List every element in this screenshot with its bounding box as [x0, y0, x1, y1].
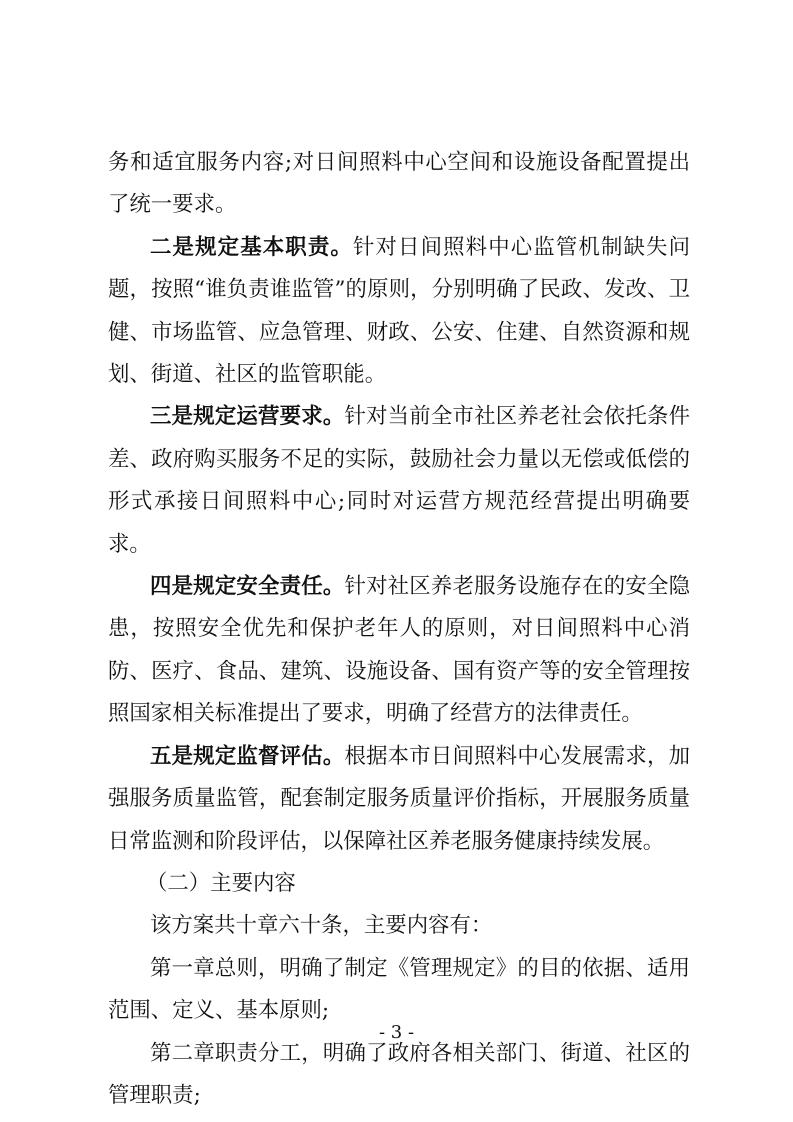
document-body — [108, 142, 690, 1117]
paragraph-text: 根据本市日间照料中心发展需求，加强服务质量监管，配套制定服务质量评价指标，开展服务质量日常监测和阶段评估，以保障社区养老服务健康持续发展。 — [108, 743, 690, 854]
paragraph-lead: 四是规定安全责任。 — [150, 574, 345, 600]
paragraph-lead: 五是规定监督评估。 — [150, 743, 345, 769]
paragraph-text: 针对社区养老服务设施存在的安全隐患，按照安全优先和保护老年人的原则，对日间照料中心消防、医疗、食品、建筑、设施设备、国有资产等的安全管理按照国家相关标准提出了要求，明确了经营方的法律责任。 — [108, 574, 690, 727]
content-paragraph: 该方案共十章六十条，主要内容有： — [150, 913, 493, 939]
paragraph-text: 针对当前全市社区养老社会依托条件差、政府购买服务不足的实际，鼓励社会力量以无偿或低偿的形式承接日间照料中心;同时对运营方规范经营提出明确要求。 — [108, 404, 690, 557]
section-heading: （二）主要内容 — [146, 870, 296, 896]
paragraph-supervision-evaluation — [108, 736, 690, 863]
paragraph-continuation — [108, 142, 690, 227]
paragraph-basic-duties — [108, 227, 690, 397]
paragraph-lead: 二是规定基本职责。 — [150, 234, 353, 260]
content-paragraph: 第一章总则，明确了制定《管理规定》的目的依据、适用范围、定义、基本原则; — [108, 955, 690, 1024]
paragraph-text: 务和适宜服务内容;对日间照料中心空间和设施设备配置提出了统一要求。 — [108, 150, 690, 218]
paragraph-operation-requirements — [108, 396, 690, 566]
page-number: - 3 - — [378, 1022, 415, 1043]
paragraph-text: 针对日间照料中心监管机制缺失问题，按照“谁负责谁监管”的原则，分别明确了民政、发改、卫健、市场监管、应急管理、财政、公安、住建、自然资源和规划、街道、社区的监管职能。 — [108, 234, 690, 388]
paragraph-safety-responsibility — [108, 566, 690, 736]
content-paragraph: 第二章职责分工，明确了政府各相关部门、街道、社区的管理职责; — [108, 1040, 690, 1108]
paragraph-lead: 三是规定运营要求。 — [150, 404, 345, 430]
